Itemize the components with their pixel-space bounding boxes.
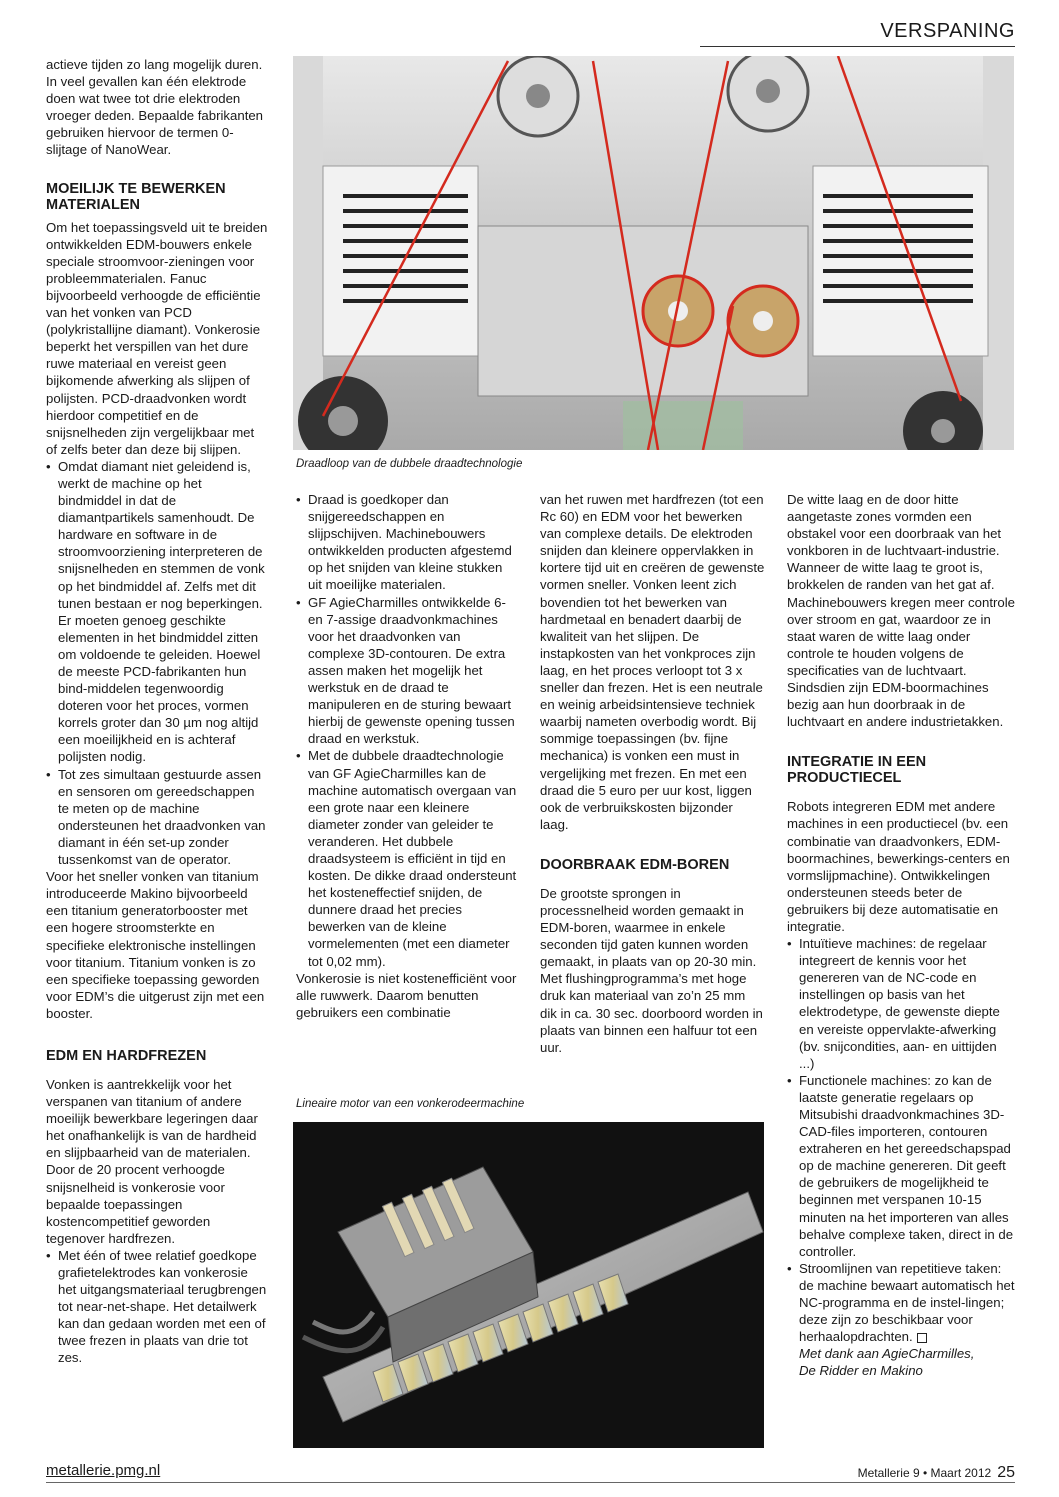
bullet-item — [787, 1260, 1015, 1345]
paragraph: De witte laag en de door hitte aangetaste zones vormden een obstakel voor een doorbraak van het vonkboren in de luchtvaart-industrie. Wanneer de witte laag te groot is, brokkelen de randen van het gat af. Machinebouwers kregen meer controle over stroom en gat, waardoor ze in staat waren de witte laag onder controle te houden volgens de specificaties van de luchtvaart. Sindsdien zijn EDM-boormachines bezig aan hun doorbraak in de luchtvaart en andere industrietakken. — [787, 492, 1015, 730]
paragraph: Vonkerosie is niet kostenefficiënt voor alle ruwwerk. Daarom benutten gebruikers een combinatie — [296, 970, 517, 1020]
wire-path-photo — [293, 56, 1014, 450]
bullet-item: • Draad is goedkoper dan snijgereedschappen en slijpschijven. Machinebouwers ontwikkelden producten afgestemd op het snijden van kleine stukken uit moeilijke materialen. — [296, 491, 518, 594]
paragraph: Voor het sneller vonken van titanium introduceerde Makino bijvoorbeeld een titanium generatorbooster met een hogere stroomsterkte en specifieke elektronische instellingen voor titanium. Titanium vonken is zo een specifieke toepassing geworden voor EDM’s die uitgerust zijn met een booster. — [46, 869, 265, 1021]
bullet-item: • Met de dubbele draadtechnologie van GF AgieCharmilles kan de machine automatisch overgaan van een grote naar een kleinere diameter zonder van geleider te veranderen. Het dubbele draadsysteem is efficiënt in tijd en kosten. De dikke draad ondersteunt het kosteneffectief snijden, de dunnere draad het precies bewerken van de kleine vormelementen (met een diameter tot 0,02 mm). — [296, 747, 518, 969]
bullet-item: • Met één of twee relatief goedkope grafietelektrodes kan vonkerosie het uitgangsmateriaal terugbrengen tot near-net-shape. Het detailwerk kan dan gedaan worden met een of twee frezen in plaats van drie tot zes. — [46, 1247, 268, 1367]
section-tag: VERSPANING — [880, 20, 1015, 42]
page-number: 25 — [997, 1464, 1015, 1481]
header-rule — [700, 46, 1015, 47]
footer-rule — [46, 1482, 1015, 1483]
column-1 — [46, 56, 268, 1367]
heading-doorbraak: DOORBRAAK EDM-BOREN — [540, 856, 730, 873]
linear-motor-illustration — [293, 1122, 764, 1448]
bullet-item: • Functionele machines: zo kan de laatste generatie regelaars op Mitsubishi draadvonkmachines 3D-CAD-files importeren, contouren extraheren en het gereedschapspad op de machine genereren. Dit geeft de gebruikers de mogelijkheid te beginnen met verspanen 10-15 minuten na het importeren van alles behalve complexe taken, direct in de controller. — [787, 1072, 1015, 1260]
linear-motor-photo — [293, 1122, 764, 1448]
column-2 — [296, 491, 518, 1021]
credit-line: Met dank aan AgieCharmilles, — [799, 1346, 975, 1362]
column-3 — [540, 491, 765, 1056]
bullet-item: • Intuïtieve machines: de regelaar integreert de kennis voor het genereren van de NC-code en instellingen op basis van het elektrodetype, de gewenste diepte en vereiste oppervlakte-afwerking (bv. snijcondities, aan- en uittijden ...) — [787, 935, 1015, 1072]
paragraph: van het ruwen met hardfrezen (tot een Rc 60) en EDM voor het bewerken van complexe details. De elektroden snijden dan kleinere oppervlakken in kortere tijd uit en creëren de gewenste vormen sneller. Vonken leent zich bovendien tot het bewerken van hardmetaal en benadert daarbij de kwaliteit van het slijpen. De instapkosten van het vonkproces zijn laag, en het proces verloopt tot 3 x sneller dan frezen. Het is een neutrale en weinig arbeidsintensieve techniek waarbij nameten overbodig wordt. Bij sommige toepassingen (bv. fijne mechanica) is vonken een must in vergelijking met frezen. En met een draad die 5 euro per uur kost, liggen ook de verbruikskosten bijzonder laag. — [540, 492, 765, 832]
heading-integratie: INTEGRATIE IN EEN PRODUCTIECEL — [787, 754, 927, 787]
paragraph: Robots integreren EDM met andere machines in een productiecel (bv. een combinatie van draadvonkers, EDM-boormachines, bewerkings-centers en vormslijpmachine). Ontwikkelingen ondersteunen steeds beter de gebruikers bij deze automatisatie en integratie. — [787, 799, 1010, 934]
bullet-item: • Tot zes simultaan gestuurde assen en sensoren om gereedschappen te meten op de machine ondersteunen het draadvonken van diamant in één set-up zonder tussenkomst van de operator. — [46, 766, 268, 869]
bullet-item: • GF AgieCharmilles ontwikkelde 6- en 7-assige draadvonkmachines voor het draadvonken van complexe 3D-contouren. De extra assen maken het mogelijk het werkstuk en de draad te manipuleren en de sturing bewaart hierbij de gewenste opening tussen draad en werkstuk. — [296, 594, 518, 748]
end-square-icon — [917, 1333, 927, 1343]
paragraph: Om het toepassingsveld uit te breiden ontwikkelden EDM-bouwers enkele speciale stroomvoor-zieningen voor probleemmaterialen. Fanuc bijvoorbeeld verhoogde de efficiëntie van het vonken van PCD (polykristallijne diamant). Vonkerosie beperkt het verspillen van het dure ruwe materiaal en vereist geen bijkomende afwerking als slijpen of polijsten. PCD-draadvonken wordt hierdoor competitief en de snijsnelheden zijn vergelijkbaar met of zelfs beter dan deze bij slijpen. — [46, 219, 268, 457]
website-link[interactable]: metallerie.pmg.nl — [46, 1462, 161, 1479]
bullet-text: Stroomlijnen van repetitieve taken: de machine bewaart automatisch het NC-programma en de instel-lingen; deze zijn zo beschikbaar voor herhaalopdrachten. — [799, 1260, 1015, 1345]
bottom-photo-caption: Lineaire motor van een vonkerodeermachine — [296, 1098, 525, 1110]
issue-label: Metallerie 9 • Maart 2012 — [857, 1466, 992, 1480]
footer-issue — [858, 1464, 1015, 1482]
paragraph: Vonken is aantrekkelijk voor het verspanen van titanium of andere moeilijk bewerkbare legeringen daar het onafhankelijk is van de hardheid en slijpbaarheid van de materialen. Door de 20 procent verhoogde snijsnelheid is vonkerosie voor bepaalde toepassingen kostencompetitief geworden tegenover hardfrezen. — [46, 1076, 258, 1246]
heading-moeilijk: MOEILIJK TE BEWERKEN MATERIALEN — [46, 180, 226, 213]
intro-paragraph: actieve tijden zo lang mogelijk duren. In veel gevallen kan één elektrode doen wat twee tot drie elektroden vroeger deden. Bepaalde fabrikanten gebruiken hiervoor de termen 0-slijtage of NanoWear. — [46, 57, 264, 158]
bullet-item: • Omdat diamant niet geleidend is, werkt de machine op het bindmiddel in dat de diamantpartikels samenhoudt. De hardware en software in de stroomvoorziening interpreteren de snijsnelheden en stemmen de vonk op het bindmiddel af. Zelfs met dit tunen bestaan er nog beperkingen. Er moeten genoeg geschikte elementen in het bindmiddel zitten om voldoende te geleiden. Hoewel de meeste PCD-fabrikanten hun bind-middelen tegenwoordig doteren voor het proces, vormen korrels groter dan 30 µm nog altijd een moeilijkheid en is achteraf polijsten nodig. — [46, 458, 268, 766]
top-photo-caption: Draadloop van de dubbele draadtechnologie — [296, 458, 523, 470]
paragraph: De grootste sprongen in processnelheid worden gemaakt in EDM-boren, waarmee in enkele seconden tijd gaten kunnen worden gemaakt, in plaats van op 20-30 min. Met flushingprogramma’s met hoge druk kan materiaal van zo’n 25 mm dik in ca. 30 sec. doorboord worden in plaats van binnen een halfuur tot een uur. — [540, 885, 763, 1055]
heading-edm-hardfrezen: EDM EN HARDFREZEN — [46, 1047, 207, 1064]
wire-path-illustration — [293, 56, 1014, 450]
column-4 — [787, 491, 1015, 1380]
credit-line: De Ridder en Makino — [799, 1363, 923, 1379]
